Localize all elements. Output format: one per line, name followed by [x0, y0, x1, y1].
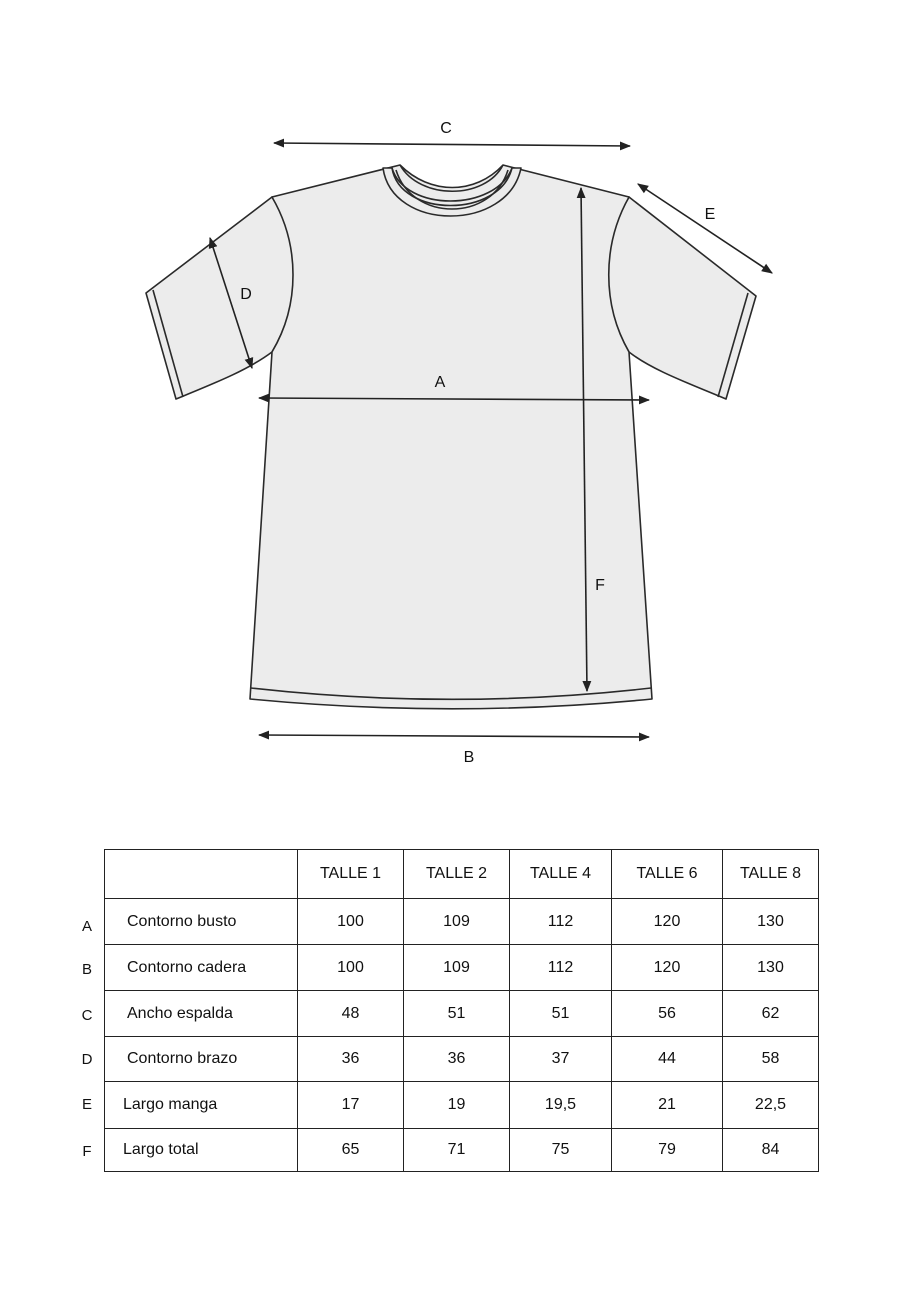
cell-value: 37	[510, 1037, 612, 1082]
measure-line-b	[259, 735, 649, 737]
table-header-row	[105, 850, 819, 899]
measure-label-c: C	[440, 120, 452, 137]
cell-value: 19,5	[510, 1082, 612, 1129]
row-name: Contorno busto	[105, 899, 298, 945]
cell-value: 51	[510, 991, 612, 1037]
header-empty-cell	[105, 850, 298, 899]
table-row	[105, 1129, 819, 1172]
cell-value: 56	[612, 991, 723, 1037]
cell-value: 71	[404, 1129, 510, 1172]
cell-value: 19	[404, 1082, 510, 1129]
row-name: Largo manga	[105, 1082, 298, 1129]
row-key-b: B	[81, 961, 92, 978]
row-name: Largo total	[105, 1129, 298, 1172]
size-table	[104, 849, 819, 1172]
row-name: Contorno cadera	[105, 945, 298, 991]
cell-value: 62	[723, 991, 819, 1037]
tshirt-body	[250, 165, 652, 709]
cell-value: 100	[298, 945, 404, 991]
tshirt-outline	[146, 165, 756, 709]
cell-value: 130	[723, 945, 819, 991]
row-key-c: C	[81, 1007, 93, 1024]
header-talle-2: TALLE 2	[404, 850, 510, 899]
cell-value: 21	[612, 1082, 723, 1129]
row-key-f: F	[82, 1143, 92, 1160]
table-row	[105, 899, 819, 945]
table-row	[105, 991, 819, 1037]
measure-label-f: F	[595, 577, 605, 594]
cell-value: 65	[298, 1129, 404, 1172]
cell-value: 36	[298, 1037, 404, 1082]
cell-value: 36	[404, 1037, 510, 1082]
row-name: Ancho espalda	[105, 991, 298, 1037]
cell-value: 120	[612, 899, 723, 945]
cell-value: 109	[404, 945, 510, 991]
header-talle-8: TALLE 8	[723, 850, 819, 899]
cell-value: 75	[510, 1129, 612, 1172]
header-talle-4: TALLE 4	[510, 850, 612, 899]
cell-value: 22,5	[723, 1082, 819, 1129]
cell-value: 44	[612, 1037, 723, 1082]
cell-value: 112	[510, 899, 612, 945]
measure-label-a: A	[434, 374, 446, 391]
cell-value: 51	[404, 991, 510, 1037]
header-talle-6: TALLE 6	[612, 850, 723, 899]
header-talle-1: TALLE 1	[298, 850, 404, 899]
cell-value: 120	[612, 945, 723, 991]
row-key-d: D	[81, 1051, 93, 1068]
cell-value: 79	[612, 1129, 723, 1172]
table-row	[105, 945, 819, 991]
cell-value: 130	[723, 899, 819, 945]
measure-line-c	[274, 143, 630, 146]
cell-value: 84	[723, 1129, 819, 1172]
row-name: Contorno brazo	[105, 1037, 298, 1082]
measure-label-d: D	[240, 286, 252, 303]
cell-value: 17	[298, 1082, 404, 1129]
measure-label-b: B	[463, 749, 475, 766]
cell-value: 48	[298, 991, 404, 1037]
row-key-a: A	[81, 918, 92, 935]
table-row	[105, 1037, 819, 1082]
cell-value: 100	[298, 899, 404, 945]
cell-value: 58	[723, 1037, 819, 1082]
cell-value: 109	[404, 899, 510, 945]
row-key-e: E	[81, 1096, 92, 1113]
table-row	[105, 1082, 819, 1129]
measure-label-e: E	[704, 206, 716, 223]
cell-value: 112	[510, 945, 612, 991]
